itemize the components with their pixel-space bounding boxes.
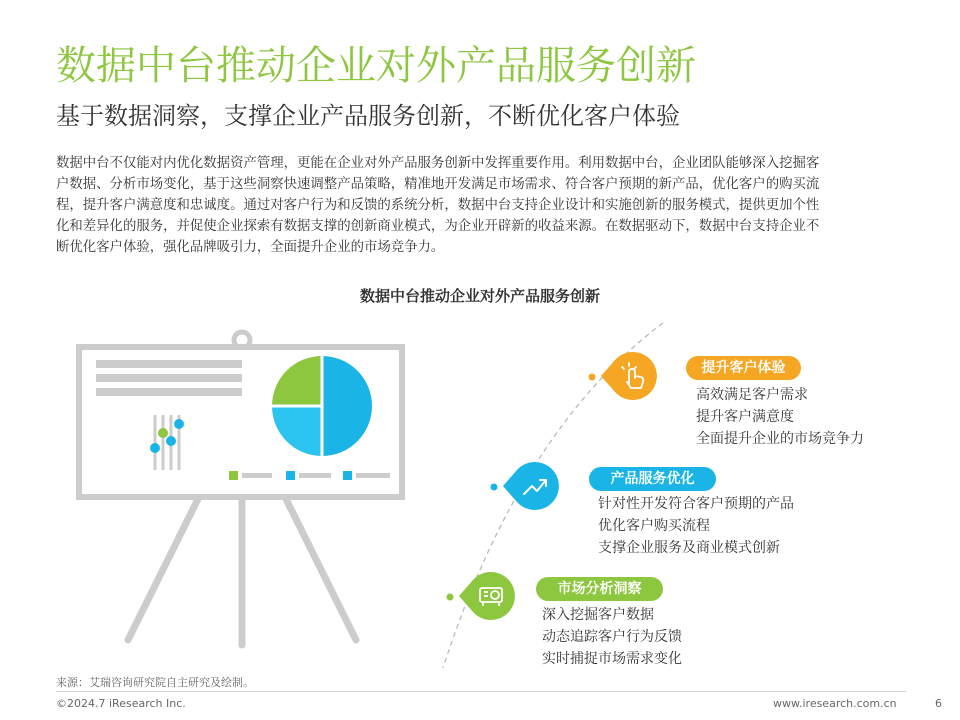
source-note: 来源：艾瑞咨询研究院自主研究及绘制。 [56,676,254,689]
footer-divider [56,691,906,692]
body-line: 化和差异化的服务，并促使企业探索有数据支撑的创新商业模式，为企业开辟新的收益来源。在数据驱动下，数据中台支持企业不 [56,219,820,234]
item-line: 高效满足客户需求 [696,387,808,403]
item-lines-market-insight [542,604,682,670]
website-link[interactable]: www.iresearch.com.cn [773,697,897,710]
pointing-hand-icon [601,352,657,400]
arc-marker-orange [589,374,596,381]
body-line: 数据中台不仅能对内优化数据资产管理，更能在企业对外产品服务创新中发挥重要作用。利用数据中台，企业团队能够深入挖掘客 [56,156,820,171]
projector-icon [459,572,515,620]
item-label-market-insight: 市场分析洞察 [536,577,663,601]
page-subtitle: 基于数据洞察，支撑企业产品服务创新，不断优化客户体验 [56,102,680,130]
page-title: 数据中台推动企业对外产品服务创新 [56,43,696,89]
arc-marker-green [447,594,454,601]
item-label-product-service: 产品服务优化 [589,467,716,491]
item-line: 全面提升企业的市场竞争力 [696,431,864,447]
item-label-customer-experience: 提升客户体验 [686,356,801,380]
item-line: 深入挖掘客户数据 [542,607,654,623]
copyright-text: ©2024.7 iResearch Inc. [56,697,186,710]
body-line: 断优化客户体验，强化品牌吸引力，全面提升企业的市场竞争力。 [56,240,445,255]
item-line: 针对性开发符合客户预期的产品 [598,496,794,512]
item-line: 实时捕捉市场需求变化 [542,651,682,667]
item-lines-product-service [598,493,794,559]
arc-marker-blue [491,484,498,491]
page-number: 6 [935,697,942,710]
item-line: 提升客户满意度 [696,409,794,425]
item-line: 动态追踪客户行为反馈 [542,629,682,645]
diagram-title: 数据中台推动企业对外产品服务创新 [359,287,600,305]
item-line: 优化客户购买流程 [598,518,710,534]
body-line: 程，提升客户满意度和忠诚度。通过对客户行为和反馈的系统分析，数据中台支持企业设计和实施创新的服务模式，提供更加个性 [56,198,820,213]
trend-arrow-icon [503,462,559,510]
body-line: 户数据、分析市场变化，基于这些洞察快速调整产品策略，精准地开发满足市场需求、符合客户预期的新产品，优化客户的购买流 [56,177,820,192]
item-line: 支撑企业服务及商业模式创新 [598,540,780,556]
item-lines-customer-experience [696,384,864,450]
